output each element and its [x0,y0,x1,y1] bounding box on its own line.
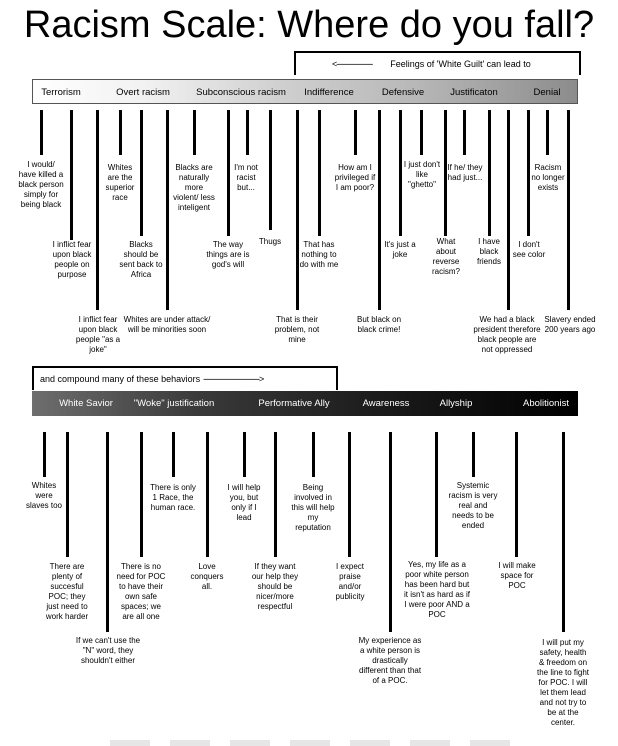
stem-line [312,432,315,477]
scale-label-woke-justification: "Woke" justification [133,398,215,409]
stem-line [243,432,246,477]
item-text: If we can't use the "N" word, they shouldn't either [75,636,141,665]
item-text: It's just a joke [384,240,416,259]
item-text: I will put my safety, health & freedom on the line to fight for POC. I will let them lead and not try to be at the center. [536,638,590,727]
stem-line [140,432,143,557]
scale-label-allyship: Allyship [439,398,473,409]
item-text: There is only 1 Race, the human race. [150,483,196,512]
stem-line [43,432,46,477]
scale-label-awareness: Awareness [362,398,410,409]
compound-bracket [32,366,338,390]
stem-line [472,432,475,477]
stem-line [66,432,69,557]
item-text: That has nothing to do with me [299,240,339,269]
bottom-scale-bar [32,391,578,416]
scale-label-defensive: Defensive [381,87,425,98]
scale-label-abolitionist: Abolitionist [523,398,569,409]
item-text: I will make space for POC [498,561,536,590]
top-scale-bar [32,79,578,104]
item-text: There are plenty of succesful POC; they just need to work harder [45,562,89,621]
item-text: There is no need for POC to have their own safe spaces; we are all one [116,562,166,621]
item-text: If he/ they had just... [447,163,483,182]
scale-label-overt-racism: Overt racism [116,87,170,98]
stem-line [193,110,196,155]
scale-label-subconscious-racism: Subconscious racism [196,87,286,98]
item-text: I inflict fear upon black people on purpose [52,240,92,279]
stem-line [378,110,381,310]
item-text: I inflict fear upon black people "as a joke" [75,315,121,354]
stem-line [206,432,209,557]
item-text: If they want our help they should be nicer/more respectful [251,562,299,611]
scale-label-terrorism: Terrorism [41,87,81,98]
item-text: I have black friends [476,237,501,266]
scale-label-indifference: Indifference [304,87,354,98]
item-text: That is their problem, not mine [274,315,320,344]
stem-line [463,110,466,155]
item-text: Thugs [258,237,282,246]
stem-line [567,110,570,310]
guilt-arrow: <------------------ [332,59,373,69]
scale-label-justification: Justificaton [450,87,498,98]
item-text: I will help you, but only if I lead [227,483,261,522]
item-text: Slavery ended 200 years ago [544,315,596,334]
item-text: We had a black president therefore black people are not oppressed [473,315,541,354]
stem-line [515,432,518,557]
item-text: Whites are the superior race [105,163,135,202]
stem-line [420,110,423,155]
item-text: What about reverse racism? [431,237,460,276]
item-text: My experience as a white person is drastically different than that of a POC. [358,636,422,685]
item-text: I'm not racist but... [234,163,258,192]
scale-label-white-savior: White Savior [59,398,113,409]
stem-line [166,110,169,310]
stem-line [389,432,392,632]
stem-line [246,110,249,155]
guilt-text: Feelings of 'White Guilt' can lead to [390,59,531,69]
item-text: Blacks are naturally more violent/ less inteligent [173,163,215,212]
item-text: Love conquers all. [190,562,224,591]
item-text: How am I privileged if I am poor? [334,163,376,192]
stem-line [488,110,491,236]
item-text: Being involved in this will help my reputation [291,483,335,532]
stem-line [296,110,299,310]
stem-line [70,110,73,240]
stem-line [172,432,175,477]
item-text: Blacks should be sent back to Africa [119,240,163,279]
stem-line [269,110,272,230]
scale-label-performative-ally: Performative Ally [258,398,330,409]
item-text: I expect praise and/or publicity [335,562,365,601]
stem-line [562,432,565,632]
cropped-footer-text [110,740,510,746]
stem-line [354,110,357,155]
item-text: Yes, my life as a poor white person has been hard but it isn't as hard as if I were poor AND a POC [404,560,470,619]
item-text: Racism no longer exists [531,163,565,192]
guilt-bracket [294,51,581,75]
item-text: I don't see color [512,240,546,259]
stem-line [318,110,321,236]
item-text: Whites are under attack/ will be minorities soon [123,315,211,334]
stem-line [527,110,530,236]
item-text: But black on black crime! [356,315,402,334]
stem-line [348,432,351,557]
item-text: I would/ have killed a black person simply for being black [18,160,64,209]
item-text: Whites were slaves too [25,481,63,510]
stem-line [96,110,99,310]
page-title: Racism Scale: Where do you fall? [23,4,595,46]
stem-line [507,110,510,310]
stem-line [435,432,438,557]
stem-line [119,110,122,155]
stem-line [546,110,549,155]
item-text: Systemic racism is very real and needs to be ended [448,481,498,530]
stem-line [274,432,277,557]
stem-line [140,110,143,236]
compound-arrow: ----------------------------> [203,374,264,384]
scale-label-denial: Denial [533,87,561,98]
stem-line [106,432,109,632]
stem-line [40,110,43,155]
compound-text: and compound many of these behaviors [40,374,201,384]
item-text: I just don't like "ghetto" [403,160,441,189]
item-text: The way things are is god's will [206,240,250,269]
